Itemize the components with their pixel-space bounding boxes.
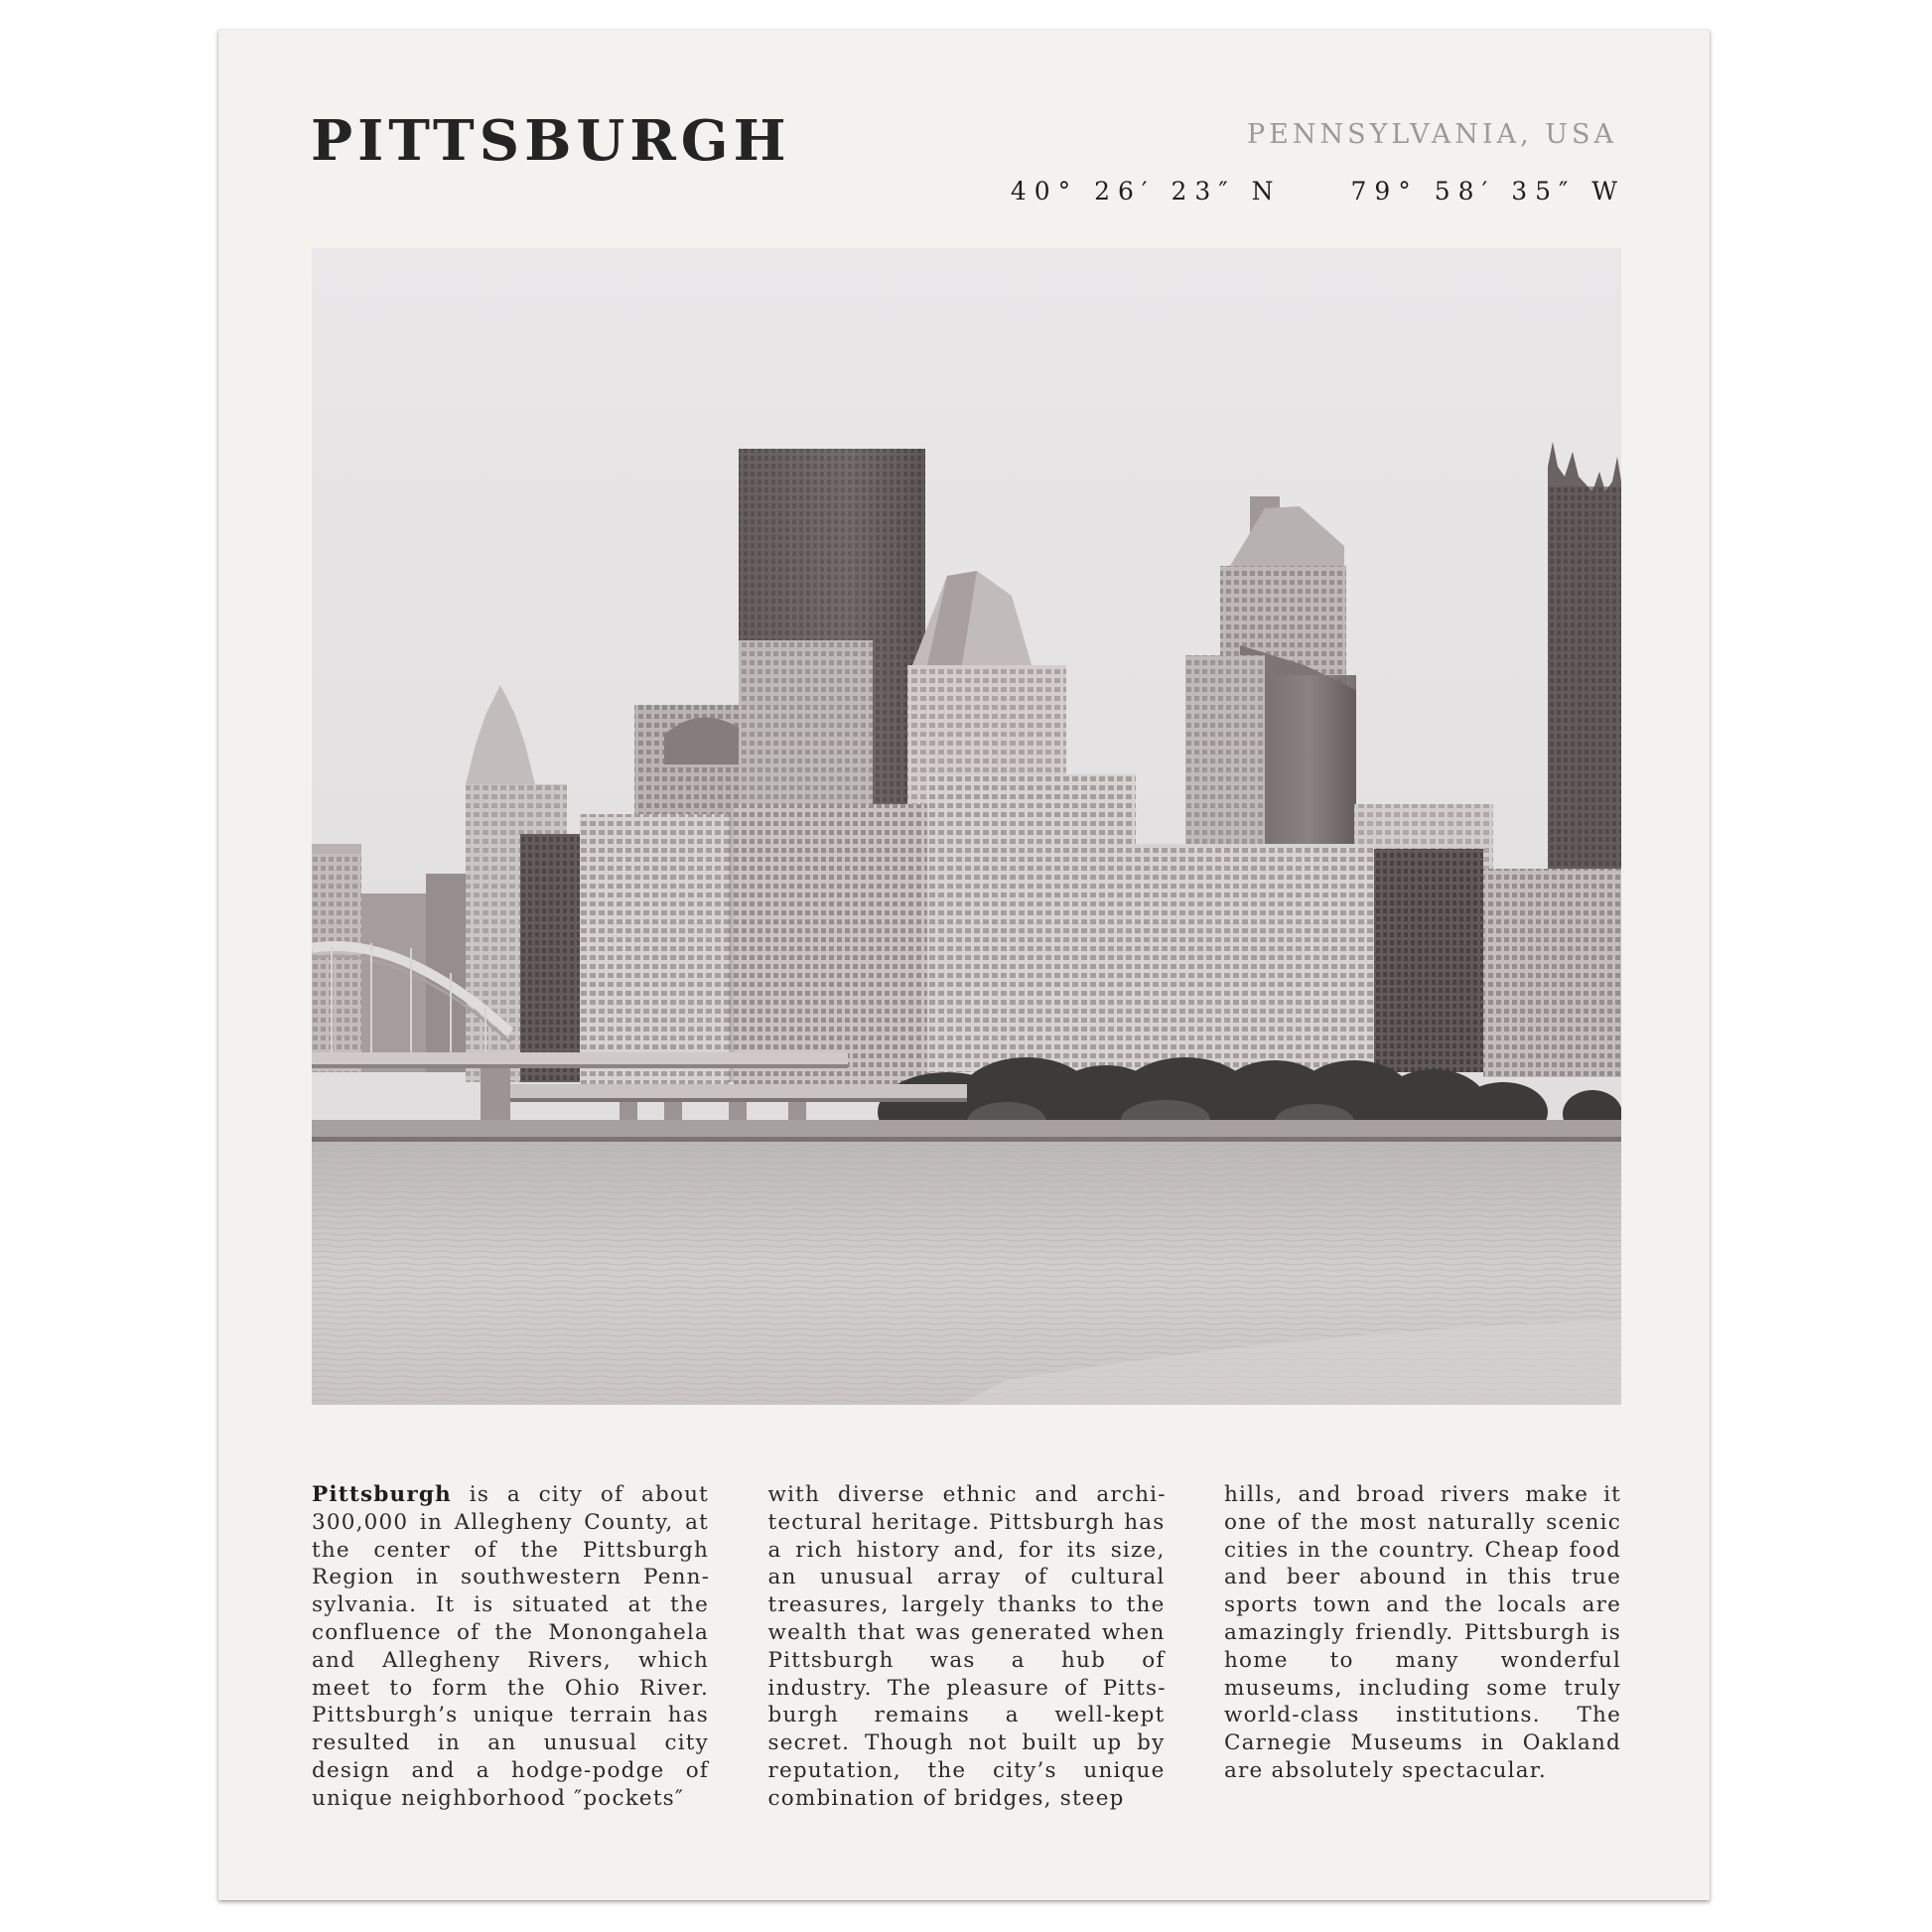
- description-column-3: hills, and broad rivers make it one of the most naturally scenic cities in the country. Cheap food and beer abound in this true sports town and the locals are amazingly friendly. Pittsburgh is home to many wonderful museums, including some truly world-class institutions. The Carnegie Museums in Oakland are absolutely spectacular.: [1224, 1482, 1621, 1783]
- skyline-photo: [312, 248, 1621, 1405]
- description-text-1: is a city of about 300,000 in Allegheny County, at the center of the Pittsburgh Region in southwestern Pennsylvania. It is situated at the confluence of the Monongahela and Allegheny Rivers, which meet to form the Ohio River. Pittsburgh’s unique terrain has resulted in an unusual city design and a hodge-podge of unique neighborhood ″pockets″: [312, 1482, 709, 1811]
- description-column-1: [312, 1481, 709, 1813]
- description-lead: Pittsburgh: [312, 1482, 452, 1507]
- poster: [218, 30, 1710, 1900]
- description-column-2: with diverse ethnic and architectural heritage. Pittsburgh has a rich history and, for its size, an unusual array of cultural treasures, largely thanks to the wealth that was generated when Pittsburgh was a hub of industry. The pleasure of Pittsburgh remains a well-kept secret. Though not built up by reputation, the city’s unique combination of bridges, steep: [767, 1482, 1166, 1811]
- longitude: 79° 58′ 35″ W: [1350, 177, 1625, 206]
- latitude: 40° 26′ 23″ N: [1010, 177, 1282, 206]
- region-label: PENNSYLVANIA, USA: [1246, 119, 1617, 150]
- description: [312, 1481, 1621, 1813]
- city-title: PITTSBURGH: [311, 108, 791, 174]
- coordinates: [1010, 177, 1625, 206]
